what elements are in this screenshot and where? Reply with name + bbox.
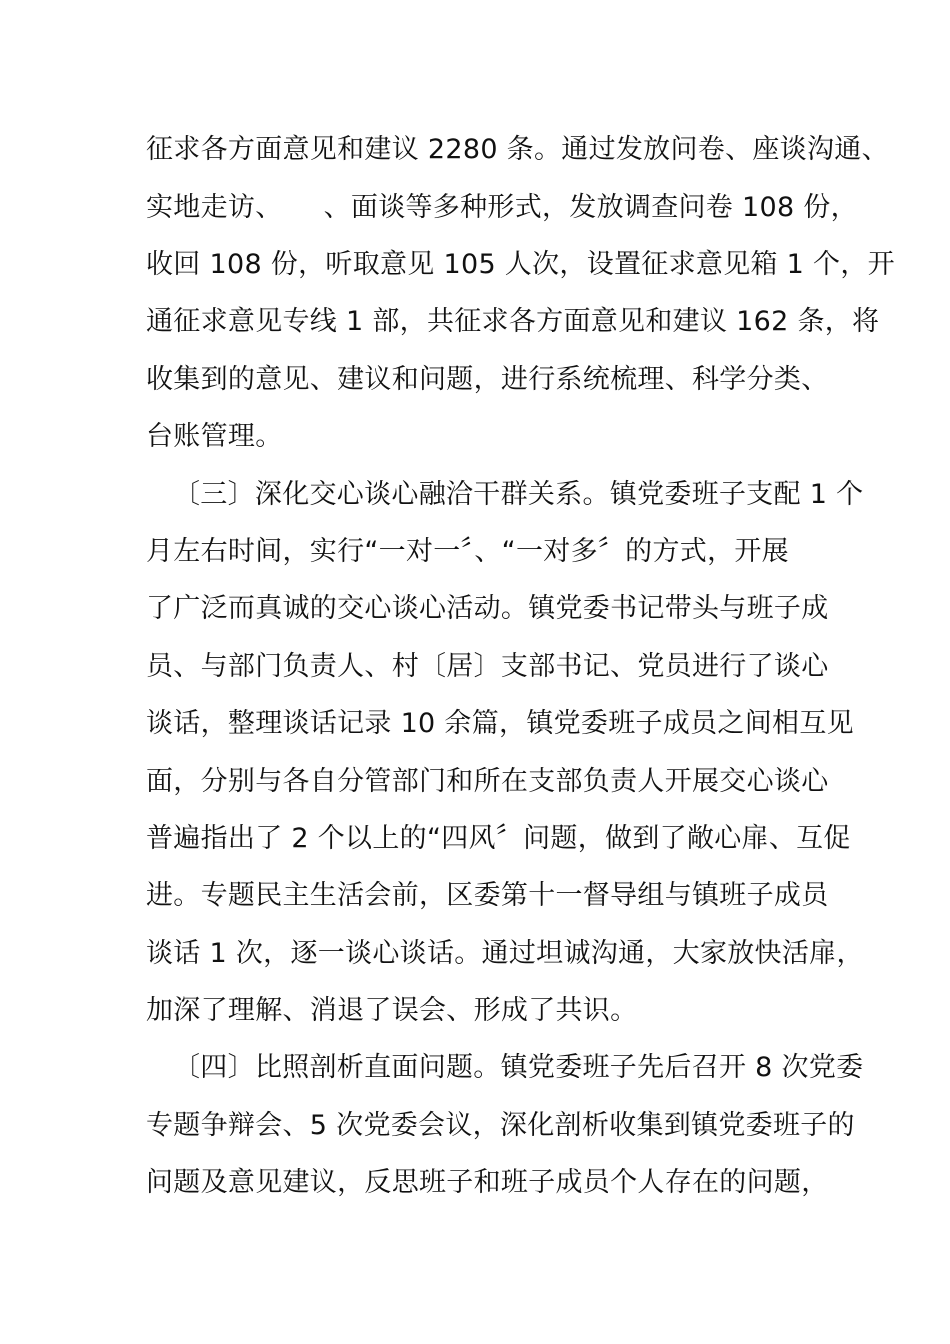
text-line: 了广泛而真诚的交心谈心活动。镇党委书记带头与班子成 (146, 593, 829, 624)
text-line: 员、与部门负责人、村〔居〕支部书记、党员进行了谈心 (146, 651, 829, 682)
text-line: 通征求意见专线 1 部，共征求各方面意见和建议 162 条，将 (146, 306, 880, 337)
text-line: 面，分别与各自分管部门和所在支部负责人开展交心谈心 (146, 766, 829, 797)
text-line: 月左右时间，实行“一对一〞、“一对多〞的方式，开展 (146, 536, 789, 567)
text-line: 收回 108 份，听取意见 105 人次，设置征求意见箱 1 个，开 (146, 249, 895, 280)
text-line: 谈话 1 次，逐一谈心谈话。通过坦诚沟通，大家放快活扉， (146, 938, 864, 969)
text-line: 加深了理解、消退了误会、形成了共识。 (146, 995, 638, 1026)
text-line: 专题争辩会、5 次党委会议，深化剖析收集到镇党委班子的 (146, 1110, 855, 1141)
text-line: 实地走访、 、面谈等多种形式，发放调查问卷 108 份， (146, 192, 858, 223)
paragraph-start-line: 〔三〕深化交心谈心融洽干群关系。镇党委班子支配 1 个 (173, 479, 864, 510)
text-line: 普遍指出了 2 个以上的“四风〞问题，做到了敞心扉、互促 (146, 823, 851, 854)
text-line: 征求各方面意见和建议 2280 条。通过发放问卷、座谈沟通、 (146, 134, 889, 165)
text-line: 问题及意见建议，反思班子和班子成员个人存在的问题， (146, 1167, 829, 1198)
paragraph-start-line: 〔四〕比照剖析直面问题。镇党委班子先后召开 8 次党委 (173, 1052, 864, 1083)
text-line: 台账管理。 (146, 421, 283, 452)
text-line: 谈话，整理谈话记录 10 余篇，镇党委班子成员之间相互见 (146, 708, 854, 739)
text-line: 进。专题民主生活会前，区委第十一督导组与镇班子成员 (146, 880, 829, 911)
text-line: 收集到的意见、建议和问题，进行系统梳理、科学分类、 (146, 364, 829, 395)
